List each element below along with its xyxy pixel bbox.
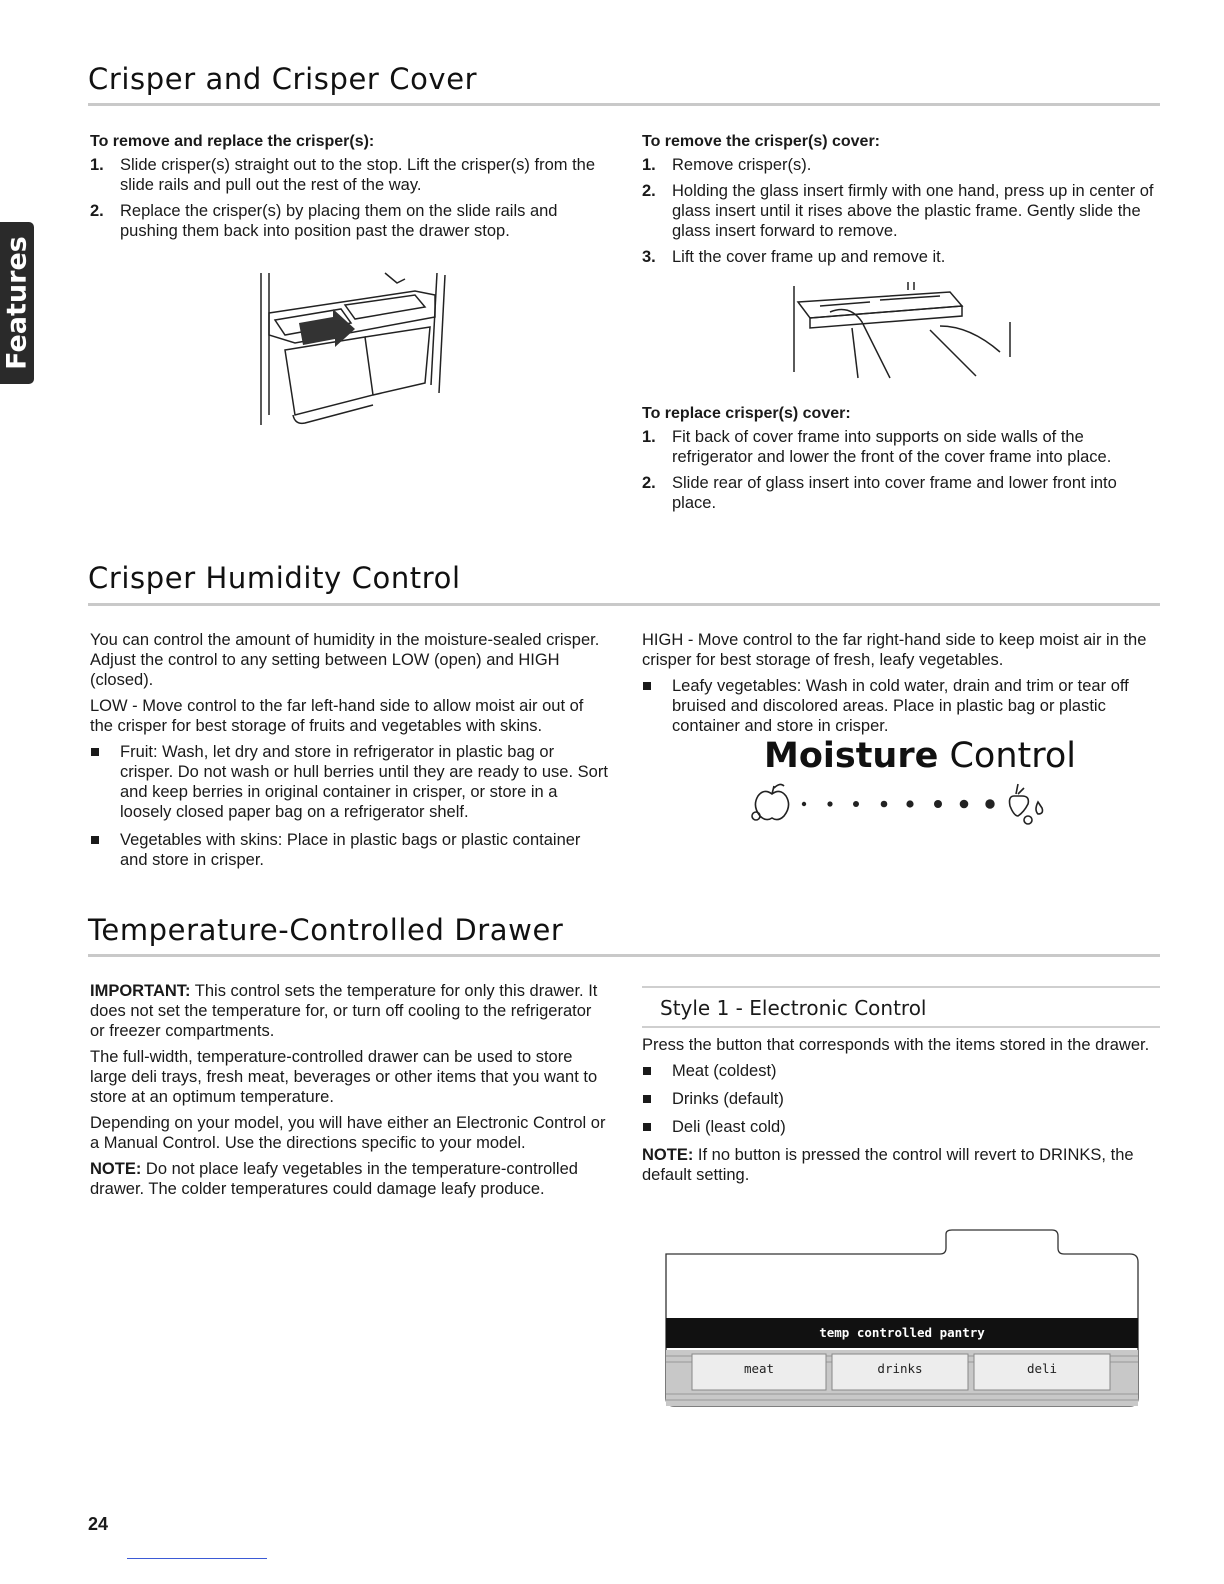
paragraph: You can control the amount of humidity in the moisture-sealed crisper. Adjust the control to any setting between LOW (open) and HIGH (closed). xyxy=(90,631,600,689)
note-paragraph: NOTE: Do not place leafy vegetables in the temperature-controlled drawer. The colder temperatures could damage leafy produce. xyxy=(90,1160,578,1198)
moisture-control-label: Moisture Control xyxy=(764,736,1077,776)
step-item: 2. Replace the crisper(s) by placing them on the slide rails and pushing them back into position past the drawer stop. xyxy=(90,202,558,240)
deli-button[interactable]: deli xyxy=(1026,1361,1058,1376)
note-paragraph: NOTE: If no button is pressed the control will revert to DRINKS, the default setting. xyxy=(642,1146,1134,1184)
page-number: 24 xyxy=(88,1514,109,1534)
temp-drawer-right-column xyxy=(642,1035,1162,1191)
step-item: 3. Lift the cover frame up and remove it. xyxy=(642,248,946,266)
crisper-cover-replace-instructions xyxy=(642,404,1162,519)
moisture-slider-graphic xyxy=(746,780,1056,826)
crisper-cover-remove-instructions xyxy=(642,132,1162,273)
section-title-humidity-control: Crisper Humidity Control xyxy=(88,561,461,595)
paragraph: LOW - Move control to the far left-hand side to allow moist air out of the crisper for best storage of fruits and vegetables with skins. xyxy=(90,697,584,735)
paragraph: Press the button that corresponds with the items stored in the drawer. xyxy=(642,1036,1150,1054)
step-item: 1. Remove crisper(s). xyxy=(642,156,812,174)
section-title-temp-drawer: Temperature-Controlled Drawer xyxy=(88,913,564,947)
subheading: To replace crisper(s) cover: xyxy=(642,405,851,422)
moisture-level-dots xyxy=(802,799,995,808)
side-tab-label: Features xyxy=(1,236,33,370)
humidity-right-column xyxy=(642,630,1162,744)
list-item: Meat (coldest) xyxy=(642,1061,1162,1081)
crisper-remove-instructions xyxy=(90,132,610,247)
panel-title: temp controlled pantry xyxy=(819,1325,985,1340)
list-item: Deli (least cold) xyxy=(642,1117,1162,1137)
list-item: Drinks (default) xyxy=(642,1089,1162,1109)
crisper-drawer-illustration xyxy=(255,265,460,427)
section-title-crisper-cover: Crisper and Crisper Cover xyxy=(88,62,478,96)
section-divider xyxy=(88,954,1160,957)
section-divider xyxy=(88,603,1160,606)
apple-icon xyxy=(752,784,789,820)
list-item: Leafy vegetables: Wash in cold water, drain and trim or tear off bruised and discolored areas. Place in plastic bag or plastic container and store in crisper. xyxy=(642,676,1162,736)
subheading: To remove the crisper(s) cover: xyxy=(642,133,881,150)
list-item: Vegetables with skins: Place in plastic bags or plastic container and store in crisper. xyxy=(90,830,610,870)
paragraph: The full-width, temperature-controlled drawer can be used to store large deli trays, fresh meat, beverages or other items that you want to store at an optimum temperature. xyxy=(90,1048,598,1106)
section-divider xyxy=(88,103,1160,106)
drinks-button[interactable]: drinks xyxy=(877,1361,923,1376)
meat-button[interactable]: meat xyxy=(743,1361,775,1376)
crisper-cover-illustration xyxy=(790,282,1020,382)
footer-rule xyxy=(127,1558,267,1559)
paragraph: Depending on your model, you will have either an Electronic Control or a Manual Control. Use the directions specific to your model. xyxy=(90,1114,606,1152)
important-paragraph: IMPORTANT: This control sets the temperature for only this drawer. It does not set the temperature for, or turn off cooling to the refrigerator or freezer compartments. xyxy=(90,982,598,1040)
subheading: To remove and replace the crisper(s): xyxy=(90,133,375,150)
humidity-left-column xyxy=(90,630,610,878)
step-item: 1. Slide crisper(s) straight out to the stop. Lift the crisper(s) from the slide rails and pull out the rest of the way. xyxy=(90,156,596,194)
list-item: Fruit: Wash, let dry and store in refrigerator in plastic bag or crisper. Do not wash or hull berries until they are ready to use. Sort and keep berries in original container in crisper, or store in a loosely closed paper bag on a refrigerator shelf. xyxy=(90,742,610,822)
paragraph: HIGH - Move control to the far right-hand side to keep moist air in the crisper for best storage of fresh, leafy vegetables. xyxy=(642,631,1147,669)
temp-drawer-left-column xyxy=(90,981,610,1205)
features-side-tab xyxy=(0,222,34,384)
step-item: 2. Slide rear of glass insert into cover frame and lower front into place. xyxy=(642,474,1117,512)
temp-control-panel-illustration xyxy=(664,1228,1140,1408)
strawberry-icon xyxy=(1010,784,1043,824)
step-item: 1. Fit back of cover frame into supports on side walls of the refrigerator and lower the front of the cover frame into place. xyxy=(642,428,1112,466)
step-item: 2. Holding the glass insert firmly with one hand, press up in center of glass insert until it rises above the plastic frame. Gently slide the glass insert forward to remove. xyxy=(642,182,1154,240)
style-1-heading: Style 1 - Electronic Control xyxy=(642,986,1160,1028)
